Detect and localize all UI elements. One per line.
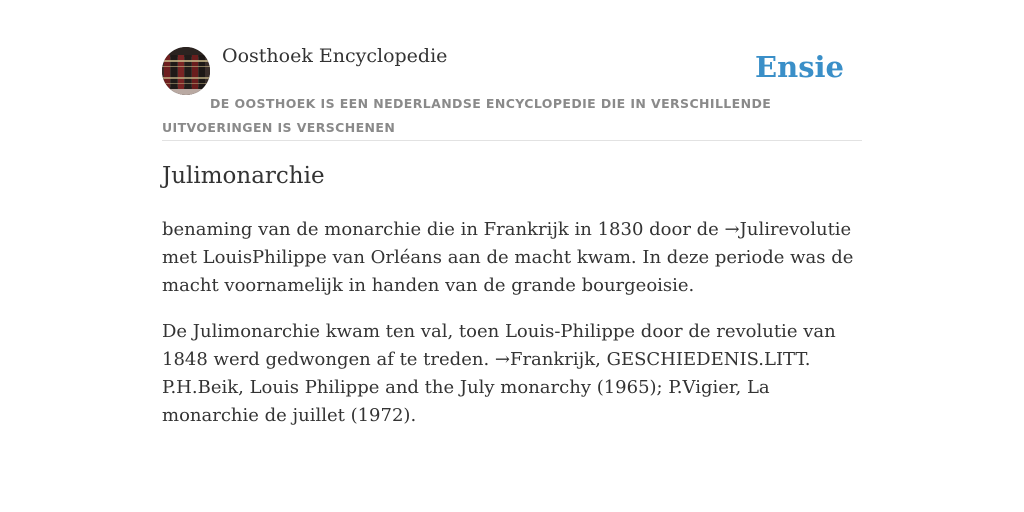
site-header — [162, 0, 862, 141]
page — [162, 0, 862, 426]
article-paragraph: De Julimonarchie kwam ten val, toen Louis-Philippe door de revolutie van 1848 werd gedwongen af te treden. →Frankrijk, GESCHIEDENIS.LITT. P.H.Beik, Louis Philippe and the July monarchy (1965); P.Vigier, La monarchie de juillet (1972). — [162, 321, 836, 426]
site-tagline: DE OOSTHOEK IS EEN NEDERLANDSE ENCYCLOPEDIE DIE IN VERSCHILLENDE UITVOERINGEN IS VERSCHENEN — [162, 96, 772, 135]
site-name[interactable]: Oosthoek Encyclopedie — [222, 45, 448, 67]
article-paragraph: benaming van de monarchie die in Frankrijk in 1830 door de →Julirevolutie met LouisPhilippe van Orléans aan de macht kwam. In deze periode was de macht voornamelijk in handen van de grande bourgeoisie. — [162, 219, 854, 296]
encyclopedia-books-icon[interactable] — [162, 47, 210, 95]
article-title: Julimonarchie — [162, 163, 325, 189]
brand-logo-link[interactable]: Ensie — [755, 50, 844, 84]
article-body — [162, 216, 862, 448]
